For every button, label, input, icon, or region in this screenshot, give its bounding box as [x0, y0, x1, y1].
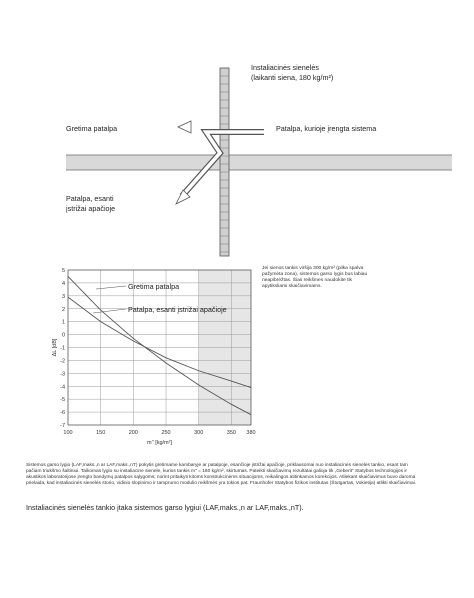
y-tick-label: -5 [60, 397, 65, 404]
wall-label-line2: (laikanti siena, 180 kg/m²) [251, 73, 334, 82]
x-axis-label: m'' [kg/m²] [146, 440, 173, 446]
y-tick-label: -4 [60, 384, 65, 391]
y-tick-label: 2 [61, 306, 65, 313]
y-tick-label: 0 [61, 332, 65, 339]
x-tick-label: 380 [246, 430, 256, 436]
series-label-1: Gretima patalpa [128, 282, 180, 291]
x-tick-label: 100 [63, 430, 73, 436]
y-tick-label: -3 [60, 371, 65, 378]
x-tick-label: 300 [194, 430, 204, 436]
room-installed-label: Patalpa, kurioje įrengta sistema [276, 124, 377, 133]
x-tick-label: 200 [128, 430, 138, 436]
y-tick-label: -1 [60, 345, 65, 352]
x-tick-label: 250 [161, 430, 171, 436]
series-label-2: Patalpa, esanti įstrižai apačioje [128, 305, 227, 314]
wall-label-line1: Instaliacinės sienelės [251, 63, 319, 72]
y-axis-label: ΔL [dB] [52, 338, 58, 357]
y-tick-label: 3 [61, 293, 65, 300]
figure-title: Instaliacinės sienelės tankio įtaka sistemos garso lygiui (LAF,maks.,n ar LAF,maks.,nT). [26, 503, 304, 512]
room-adjacent-label: Gretima patalpa [66, 124, 118, 133]
y-tick-label: -6 [60, 410, 65, 417]
series-leader-2 [93, 309, 126, 313]
y-tick-label: 4 [61, 280, 65, 287]
x-tick-label: 350 [226, 430, 236, 436]
y-tick-label: 1 [61, 319, 65, 326]
chart-note: Jei sienos tankis viršija 300 kg/m² (pilka spalva pažymėta zona), sistemos garso lygis bus labiau neapibrėžtas. Šias reikšmes naudokite tik apytiksliami skaičiavimams. [262, 266, 368, 290]
y-tick-label: -2 [60, 358, 65, 365]
y-tick-label: -7 [60, 423, 65, 429]
room-below-label-line2: įstrižai apačioje [66, 204, 116, 213]
room-below-label-line1: Patalpa, esanti [66, 194, 114, 203]
y-tick-label: 5 [61, 268, 65, 274]
figure-caption: Sistemos garso lygio (LAF,maks.,n ar LAF,maks.,nT) pokytis gretimame kambaryje ar patalpoje, esančioje įstrižai apačioje, priklausomai nuo instaliacinės sienelės tankio, esant tam pačiam triukšmo šaltiniui. Taikomas lygio su instaliacine sienele, kurios tankis m'' = 180 kg/m², skirtumas. Pateikti skaičiavimų rezultatai galioja tik „Geberit“ Statybos technologijos ir akustikos laboratorijose įrengto bandymų patalpos sąlygoms; norint pritaikyti kitoms konstrukcinėms situacijoms, reikalingos atitinkamos korekcijos. Atliekant skaičiavimus buvo daroma prielaida, kad instaliacinės sienelės storio, vidinio slopinimo ir tamprumo modulio reikšmės yra tokios pat. Fraunhofer Statybos fizikos institutas (Štutgartas, Vokietija) atlikti skaičiavimai. [26, 463, 417, 487]
x-tick-label: 150 [96, 430, 106, 436]
